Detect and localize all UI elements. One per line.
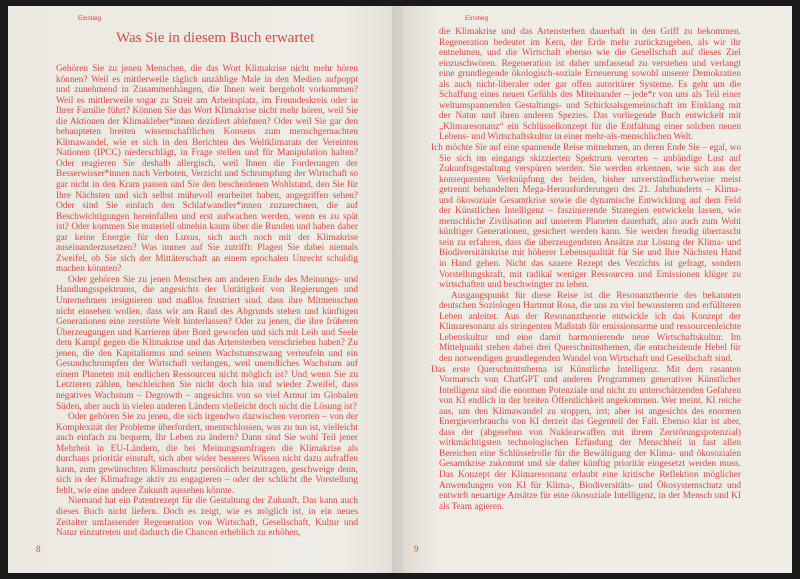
running-head: Einstieg (465, 15, 489, 22)
paragraph: Oder gehören Sie zu jenen, die sich irgendwo dazwischen verorten – von der Komplexität der Probleme überfordert, unentschlossen, was zu tun ist, vielleicht auch einfach zu bequem, Ihr Leben zu ändern? Dann sind Sie wohl Teil jener Mehrheit in EU-Ländern, die bei Meinungsumfragen die Klimakrise als durchaus prioritär einstuft, sich aber wider besseres Wissen nicht dazu aufraffen kann, zum gewünschten Klimaschutz persönlich beizutragen, geschweige denn, sich in der Klimafrage aktiv zu engagieren – oder der schlicht die Vorstellung fehlt, wie eine andere Zukunft aussehen könnte. (56, 412, 358, 496)
right-text-column (431, 27, 741, 512)
paragraph: Das erste Querschnittsthema ist Künstliche Intelligenz. Mit dem rasanten Vormarsch von ChatGPT und anderen Programmen generativer Künstlicher Intelligenz sind die enormen Potenziale und nicht zu unterschätzenden Gefahren von KI endlich in der breiten Öffentlichkeit angekommen. Wer meint, KI reiche aus, um den Klimawandel zu stoppen, irrt; aber ist angesichts des enormen Energieverbrauchs von KI derzeit das Gegenteil der Fall. Ebenso klar ist aber, dass der (abgesehen von Nuklearwaffen mit ihrem Zerstörungspotenzial) wirkmächtigsten technologischen Erfindung der Menschheit in fast allen Bereichen eine Schlüsselrolle für die Bewältigung der Klima- und ökosozialen Gesamtkrise zukommt und sie daher künftig prioritär eingesetzt werden muss. Das Konzept der Klimaresonanz erlaubt eine kritische Reflektion möglicher Anwendungen von KI für Klima-, Biodiversitäts- und Ökosystemschutz und entwirft neuartige Ansätze für eine ökosoziale Intelligenz, in der Mensch und KI als Team agieren. (431, 364, 741, 512)
left-page (8, 6, 399, 573)
right-page (399, 6, 792, 573)
page-number: 8 (36, 544, 41, 554)
running-head: Einstieg (78, 15, 102, 22)
paragraph: Gehören Sie zu jenen Menschen, die das Wort Klimakrise nicht mehr hören können? Weil es mittlerweile täglich unzählige Male in den Medien aufpoppt und zunehmend in Zusammenhängen, die Ihnen weit hergeholt vorkommen? Weil es mittlerweile sogar zu Streit am Arbeitsplatz, im Freundeskreis oder in Ihrer Familie führt? Können Sie das Wort Klimakrise nicht mehr hören, weil Sie die Aktionen der Klimakleber*innen dezidiert ablehnen? Oder weil Sie gar den behaupteten breiten wissenschaftlichen Konsens zum menschgemachten Klimawandel, wie er sich in den Berichten des Weltklimarats der Vereinten Nationen (IPCC) niederschlägt, in Frage stellen und für Manipulation halten? Oder reagieren Sie deshalb allergisch, weil Ihnen die Forderungen der Besserwisser*innen nach Verboten, Verzicht und Schrumpfung der Wirtschaft so gar nicht in den Kram passen und Sie den bescheidenen Wohlstand, den Sie für Ihre Nächsten und sich selbst mühevoll erarbeitet haben, angegriffen sehen? Oder sind Sie einfach den Schlafwandler*innen zuzurechnen, die auf Beschwichtigungen hereinfallen und erst aufwachen werden, wenn es zu spät ist? Oder kommen Sie materiell ohnehin kaum über die Runden und haben daher gar keine Energie für den Luxus, sich auch noch mit der Klimakrise auseinanderzusetzen? Was immer auf Sie zutrifft: Plagen Sie dabei niemals Zweifel, ob Sie sich der Mittäterschaft an einem epochalen Unrecht schuldig machen könnten? (56, 64, 358, 275)
paragraph: Oder gehören Sie zu jenen Menschen am anderen Ende des Meinungs- und Handlungsspektrums, die angesichts der Untätigkeit von Regierungen und Unternehmen resignieren und maßlos frustriert sind, dass ihre Mitmenschen nicht einsehen wollen, dass wir am Rand des Abgrunds stehen und künftigen Generationen eine zerstörte Welt hinterlassen? Oder zu jenen, die ihre früheren Überzeugungen und Karrieren über Bord geworfen und sich mit Leib und Seele dem Kampf gegen die Klimakrise und das Artensterben verschrieben haben? Zu jenen, die den Kapitalismus und seinen Wachstumszwang verteufeln und ein Gesundschrumpfen der Wirtschaft verlangen, weil unendliches Wachstum auf einem Planeten mit endlichen Ressourcen nicht möglich ist? Und wenn Sie zu Letzteren zählen, beschleichen Sie nicht doch hin und wieder Zweifel, dass negatives Wachstum – Degrowth – angesichts von so viel Armut im Globalen Süden, aber auch in vielen anderen Ländern vielleicht doch nicht die Lösung ist? (56, 274, 358, 412)
left-text-column (56, 64, 358, 539)
page-number: 9 (414, 544, 419, 554)
paragraph: Ich möchte Sie auf eine spannende Reise mitnehmen, an deren Ende Sie – egal, wo Sie sich im eingangs skizzierten Spektrum verorten – unbändige Lust auf Zukunftsgestaltung verspüren werden. Sie werden erkennen, wie sich aus der konsequenten Verknüpfung der beiden, bisher unverständlicherweise meist getrennt behandelten Mega-Herausforderungen des 21. Jahrhunderts – Klima- und ökosoziale Gesamtkrise sowie die dynamische Entwicklung auf dem Feld der Künstlichen Intelligenz – faszinierende Strategien entwickeln lassen, wie menschliche Zivilisation auf unserem Planeten dauerhaft, also auch zum Wohl künftiger Generationen, gesichert werden kann. Sie werden freudig überrascht sein zu erfahren, dass die überzeugendsten Ansätze zur Lösung der Klima- und Biodiversitätskrise mit höherer Lebensqualität für Sie und Ihre Nächsten Hand in Hand gehen. Nicht das sauere Rezept des Verzichts ist gefragt, sondern Vorstellungskraft, mit radikal weniger Ressourcen und Emissionen klüger zu wirtschaften und beschwingter zu leben. (431, 143, 741, 291)
paragraph: Niemand hat ein Patentrezept für die Gestaltung der Zukunft. Das kann auch dieses Buch nicht liefern. Doch es zeigt, wie es möglich ist, in ein neues Zeitalter umfassender Regeneration von Wirtschaft, Gesellschaft, Kultur und Natur einzutreten und dadurch die Chancen erheblich zu erhöhen, (56, 496, 358, 539)
paragraph: die Klimakrise und das Artensterben dauerhaft in den Griff zu bekommen. Regeneration bedeutet im Kern, der Erde mehr zurückzugeben, als wir ihr entnehmen, und die Wirtschaft ebenso wie die Gesellschaft auf dieses Ziel einzuschwören. Regeneration ist daher umfassend zu verstehen und verlangt eine grundlegende ökologisch-soziale Erneuerung sowohl unserer Demokratien als auch nicht-liberaler oder gar offen autoritärer Systeme. Es geht um die Schaffung eines neuen Gefühls des Miteinander – jede*r von uns als Teil einer weltumspannenden Gestaltungs- und Schicksalsgemeinschaft im Einklang mit der Natur und ihren anderen Spezies. Das vorliegende Buch entwickelt mit „Klimaresonanz“ ein Schlüsselkonzept für die Entfaltung einer solchen neuen Lebens- und Wirtschaftskultur in einer mehr-als-menschlichen Welt. (439, 27, 741, 143)
chapter-title: Was Sie in diesem Buch erwartet (116, 30, 315, 46)
book-spread (8, 6, 792, 573)
paragraph: Ausgangspunkt für diese Reise ist die Resonanztheorie des bekannten deutschen Soziologen Hartmut Rosa, die uns zu viel bewussteren und erfüllteren Leben anleitet. Aus der Resonanztheorie entwickle ich das Konzept der Klimaresonanz als stringenten Maßstab für emissionsarme und ressourcenleichte Lebenskultur und eine damit harmonierende neue Wirtschaftskultur. Im Mittelpunkt stehen dabei drei Querschnittsthemen, die entscheidende Hebel für den notwendigen grundlegenden Wandel von Wirtschaft und Gesellschaft sind. (439, 290, 741, 364)
